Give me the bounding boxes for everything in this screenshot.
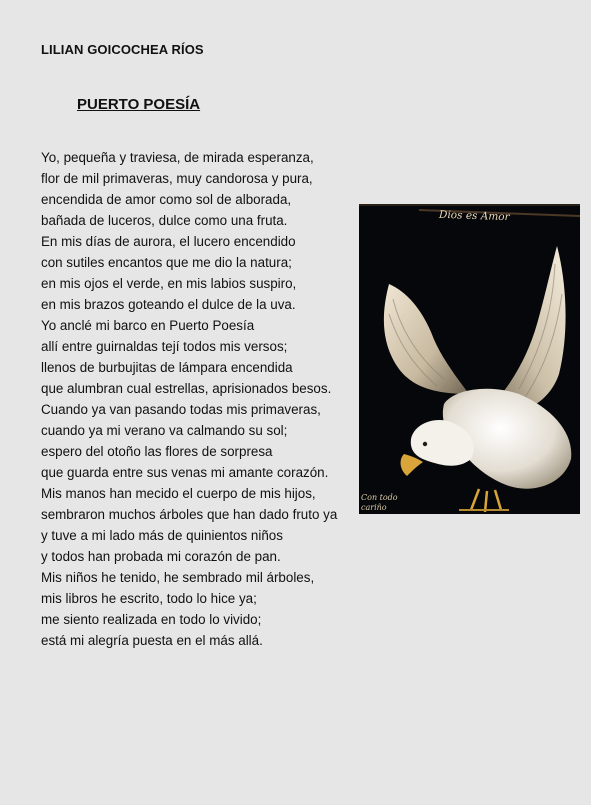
poem-line: flor de mil primaveras, muy candorosa y pura, [41, 171, 313, 186]
poem-body [41, 147, 337, 651]
poem-line: me siento realizada en todo lo vivido; [41, 612, 262, 627]
poem-line: llenos de burbujitas de lámpara encendida [41, 360, 293, 375]
poem-line: Mis manos han mecido el cuerpo de mis hijos, [41, 486, 316, 501]
author-name: LILIAN GOICOCHEA RÍOS [41, 42, 204, 57]
poem-line: mis libros he escrito, todo lo hice ya; [41, 591, 257, 606]
poem-line: sembraron muchos árboles que han dado fruto ya [41, 507, 338, 522]
poem-line: con sutiles encantos que me dio la natura; [41, 255, 292, 270]
poem-line: En mis días de aurora, el lucero encendido [41, 234, 296, 249]
poem-line: bañada de luceros, dulce como una fruta. [41, 213, 288, 228]
painting-caption-top: Dios es Amor [438, 208, 510, 224]
eagle-painting [359, 204, 580, 514]
poem-line: en mis brazos goteando el dulce de la uva. [41, 297, 296, 312]
poem-line: y todos han probada mi corazón de pan. [41, 549, 281, 564]
poem-line: encendida de amor como sol de alborada, [41, 192, 292, 207]
poem-line: que alumbran cual estrellas, aprisionados besos. [41, 381, 332, 396]
poem-line: espero del otoño las flores de sorpresa [41, 444, 273, 459]
painting-caption-bottom: Con todo cariño [361, 493, 398, 512]
poem-line: y tuve a mi lado más de quinientos niños [41, 528, 283, 543]
poem-line: está mi alegría puesta en el más allá. [41, 633, 263, 648]
poem-line: cuando ya mi verano va calmando su sol; [41, 423, 288, 438]
eagle-illustration [359, 204, 580, 514]
poem-line: allí entre guirnaldas tejí todos mis versos; [41, 339, 288, 354]
poem-line: que guarda entre sus venas mi amante corazón. [41, 465, 329, 480]
poem-title: PUERTO POESÍA [77, 96, 201, 113]
poem-line: Cuando ya van pasando todas mis primaveras, [41, 402, 321, 417]
poem-line: en mis ojos el verde, en mis labios suspiro, [41, 276, 297, 291]
poem-line: Yo anclé mi barco en Puerto Poesía [41, 318, 255, 333]
poem-line: Yo, pequeña y traviesa, de mirada esperanza, [41, 150, 314, 165]
poem-line: Mis niños he tenido, he sembrado mil árboles, [41, 570, 315, 585]
